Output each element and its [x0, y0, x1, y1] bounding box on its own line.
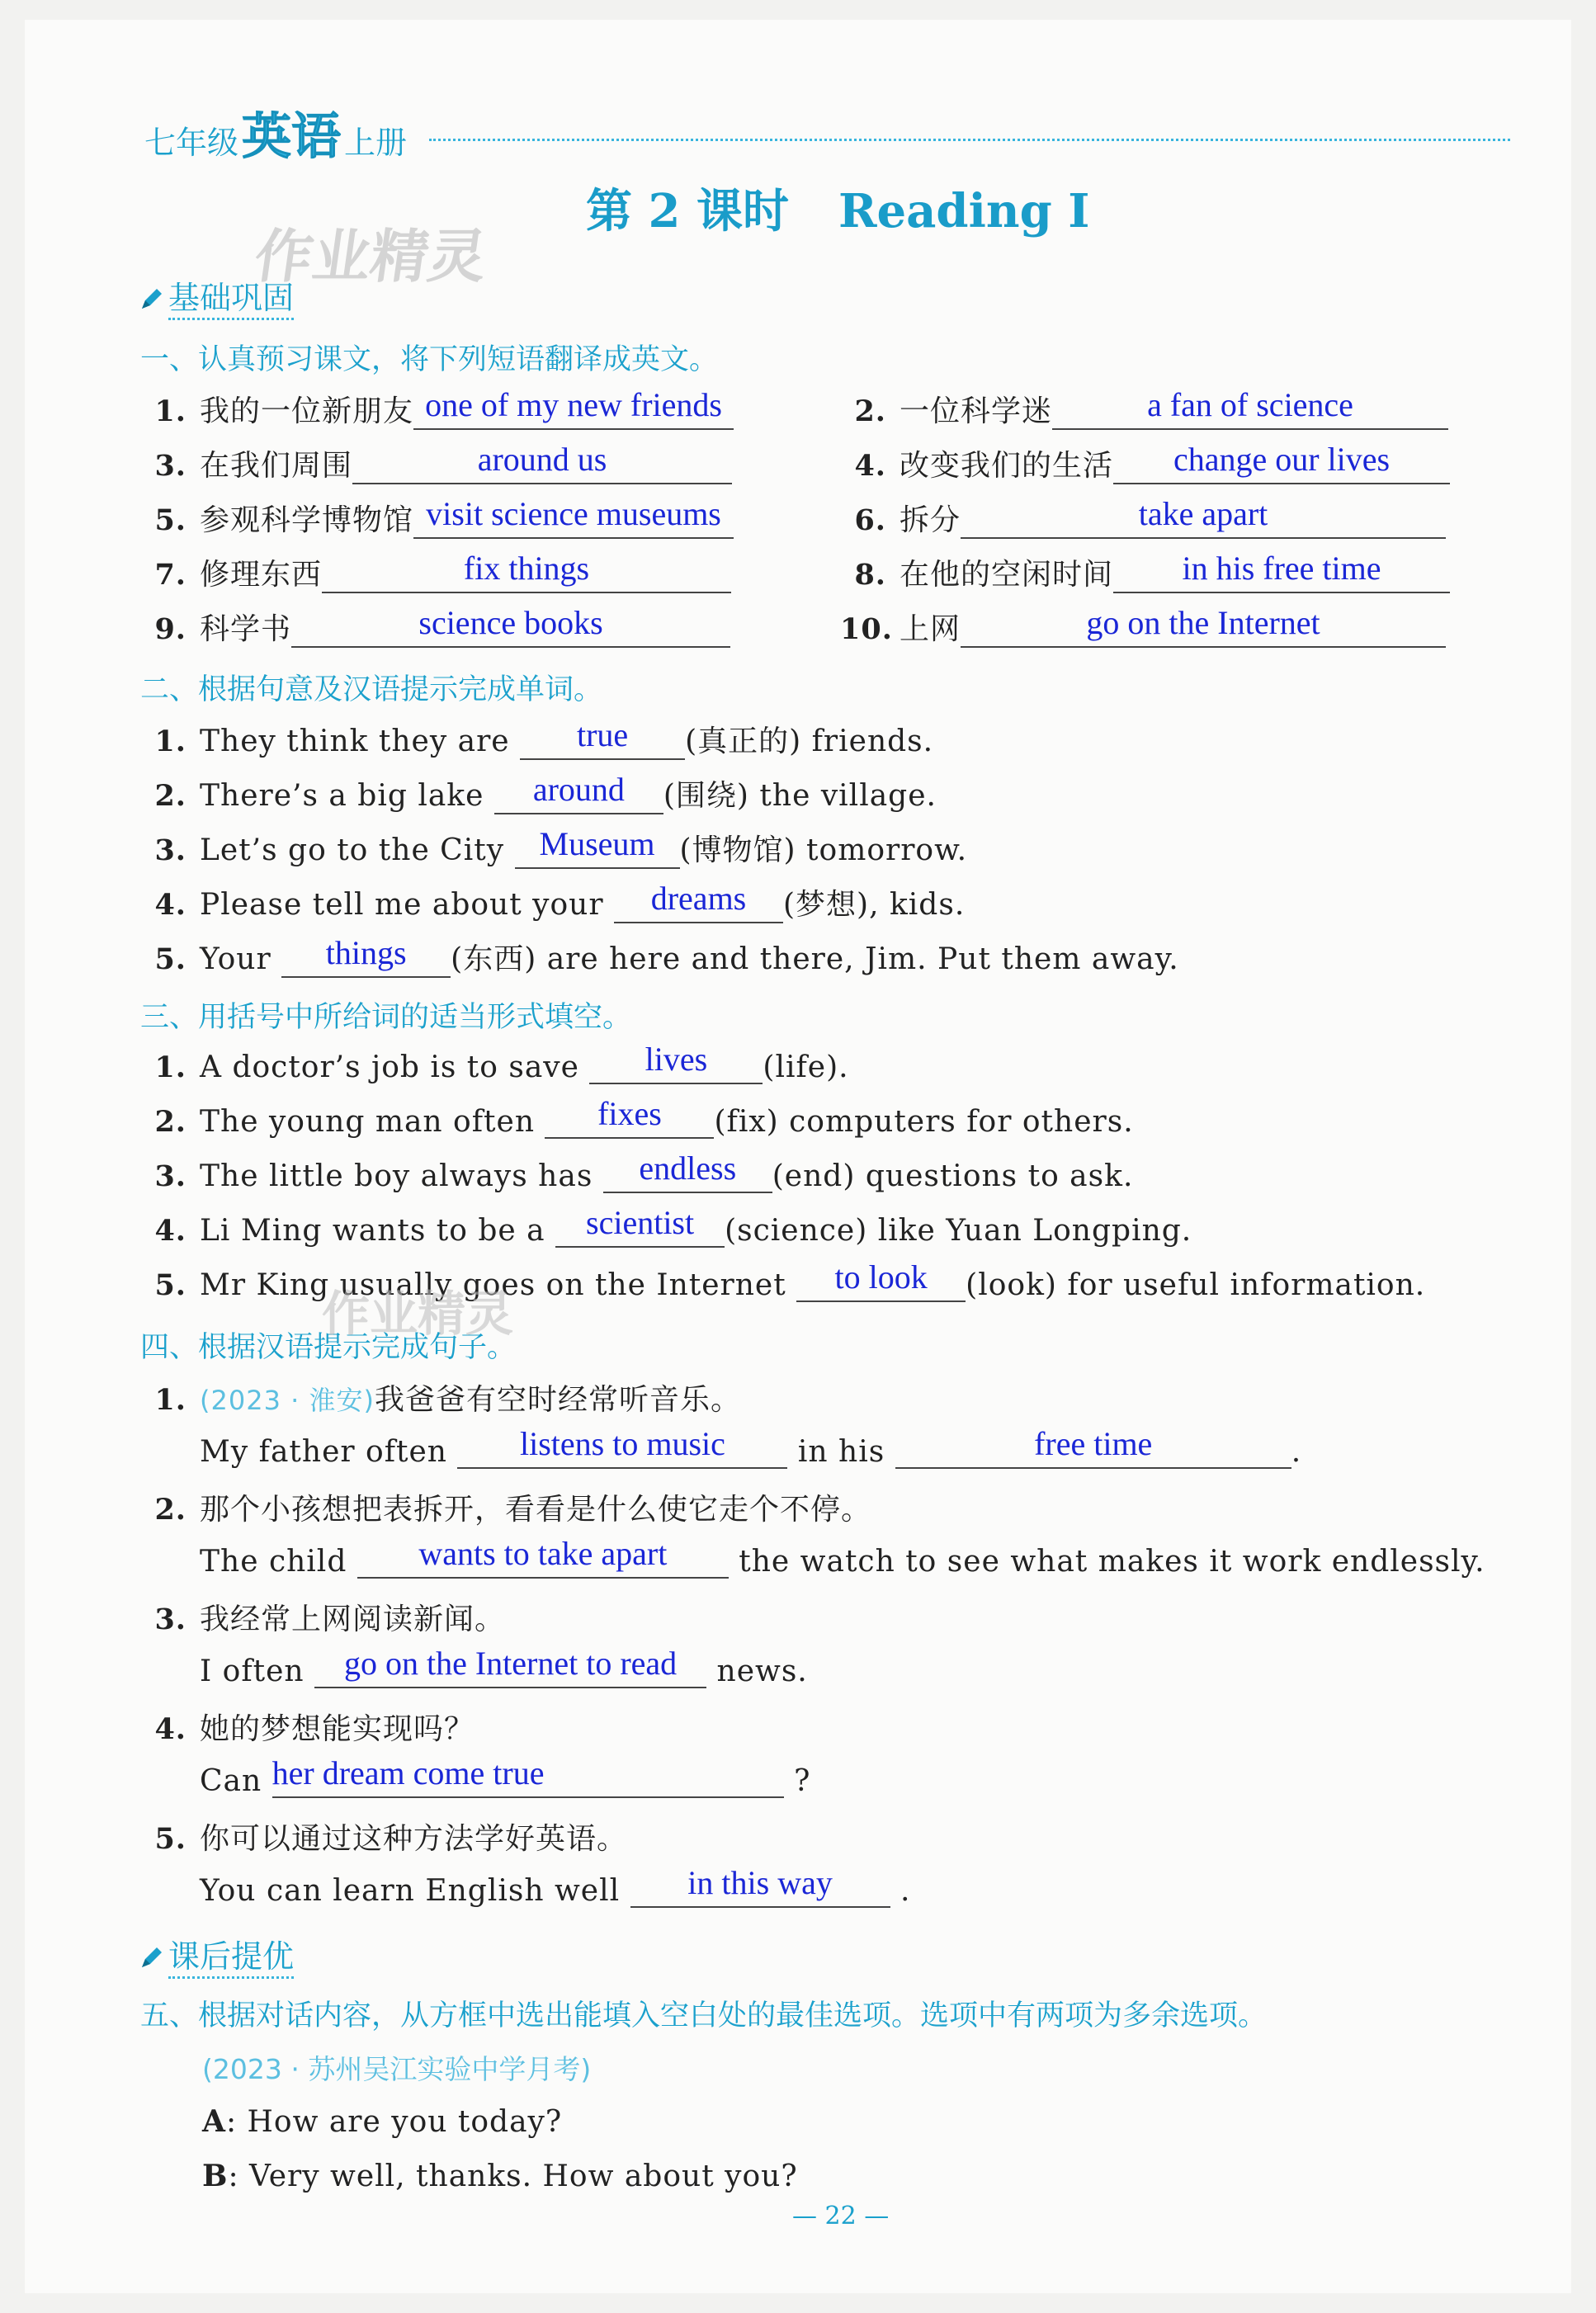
lesson-title [586, 175, 1089, 241]
answer-blank [314, 1645, 706, 1688]
watermark-2: 作业精灵 [322, 1286, 514, 1342]
sentence-end: (梦想), kids. [783, 888, 966, 922]
chinese-sentence: 你可以通过这种方法学好英语。 [200, 1822, 628, 1856]
answer-text: fixes [597, 1095, 662, 1132]
answer-blank [555, 1204, 725, 1248]
header-rule [429, 139, 1510, 141]
item-number: 2. [154, 1105, 187, 1139]
answer-blank [272, 1754, 784, 1798]
answer-text: go on the Internet to read [343, 1645, 678, 1682]
chinese-prompt: 改变我们的生活 [900, 449, 1114, 483]
translation-item [140, 551, 731, 593]
sentence-start: The little boy always has [200, 1159, 593, 1193]
sentence-start: You can learn English well [200, 1874, 621, 1908]
sentence-end: ? [794, 1764, 811, 1798]
sentence-prompt [140, 1596, 505, 1638]
chinese-prompt: 在他的空闲时间 [900, 558, 1114, 592]
item-number: 1. [154, 725, 187, 758]
chinese-sentence: 我爸爸有空时经常听音乐。 [374, 1383, 741, 1417]
sentence-start: My father often [200, 1435, 447, 1469]
dialog-line: B: Very well, thanks. How about you? [202, 2159, 798, 2193]
sentence-end: . [900, 1874, 911, 1908]
answer-text: listens to music [520, 1425, 725, 1462]
item-number: 1. [154, 394, 187, 428]
translation-item [140, 442, 732, 484]
sentence-item [140, 1095, 1134, 1139]
answer-blank [413, 386, 734, 430]
chinese-prompt: 参观科学博物馆 [200, 503, 414, 537]
dialog-line: A: How are you today? [202, 2104, 563, 2139]
sentence-end: news. [716, 1655, 808, 1688]
item-number: 3. [154, 1603, 187, 1636]
answer-text: a fan of science [1147, 386, 1353, 423]
chinese-sentence: 我经常上网阅读新闻。 [200, 1603, 506, 1636]
answer-blank [589, 1041, 763, 1084]
subject-label: 英语 [242, 108, 342, 166]
item-number: 1. [154, 1050, 187, 1084]
pencil-icon [139, 287, 163, 312]
item-number: 2. [154, 1493, 187, 1527]
answer-text: scientist [586, 1204, 695, 1241]
lesson-number: 第 2 课时 [586, 184, 789, 238]
item-number: 6. [854, 503, 886, 537]
item-number: 7. [154, 558, 187, 592]
chinese-prompt: 科学书 [200, 612, 292, 646]
section-advanced [139, 1931, 294, 1976]
answer-blank [1113, 550, 1450, 593]
answer-text: take apart [1138, 495, 1268, 532]
item-number: 4. [154, 1214, 187, 1248]
item-number: 3. [154, 833, 187, 867]
sentence-start: Let’s go to the City [200, 833, 505, 867]
answer-blank [603, 1149, 772, 1193]
answer-text: in his free time [1182, 550, 1381, 587]
item-number: 4. [154, 1712, 187, 1746]
answer-text: in this way [687, 1864, 833, 1901]
item-number: 5. [154, 942, 187, 976]
answer-text: Museum [539, 825, 655, 862]
lesson-topic: Reading Ⅰ [838, 184, 1090, 238]
sentence-start: Your [200, 942, 272, 976]
answer-blank [961, 604, 1446, 648]
sentence-start: The child [200, 1545, 347, 1579]
answer-text: lives [645, 1041, 708, 1078]
translation-item [840, 442, 1450, 484]
sentence-end: (东西) are here and there, Jim. Put them away. [451, 942, 1179, 976]
page-number-value: 22 [824, 2202, 857, 2230]
translation-item [840, 497, 1446, 539]
answer-text: endless [639, 1149, 737, 1187]
item-number: 8. [854, 558, 886, 592]
sentence-end: (end) questions to ask. [772, 1159, 1134, 1193]
part3-instruction: 三、用括号中所给词的适当形式填空。 [140, 1001, 632, 1034]
sentence-end: (博物馆) tomorrow. [679, 833, 968, 867]
answer-blank [630, 1864, 890, 1908]
sentence-start: Mr King usually goes on the Internet [200, 1268, 786, 1302]
answer-text: science books [418, 604, 603, 641]
sentence-prompt [140, 1486, 871, 1528]
item-number: 4. [154, 888, 187, 922]
answer-blank [961, 495, 1446, 539]
english-sentence [200, 1754, 811, 1798]
translation-item [840, 388, 1448, 430]
translation-item [840, 606, 1446, 648]
translation-item [140, 606, 730, 648]
chinese-sentence: 她的梦想能实现吗？ [200, 1712, 475, 1746]
answer-blank [545, 1095, 714, 1139]
part5-instruction: 五、根据对话内容，从方框中选出能填入空白处的最佳选项。选项中有两项为多余选项。 [140, 1999, 1268, 2032]
sentence-start: Can [200, 1764, 262, 1798]
sentence-prompt [140, 1815, 627, 1857]
sentence-end: (真正的) friends. [685, 725, 934, 758]
sentence-middle: in his [797, 1435, 885, 1469]
sentence-prompt [140, 1376, 741, 1418]
chinese-prompt: 一位科学迷 [900, 394, 1053, 428]
sentence-prompt [140, 1706, 475, 1748]
part2-instruction: 二、根据句意及汉语提示完成单词。 [140, 673, 603, 706]
answer-blank [413, 495, 734, 539]
watermark: 作业精灵 [250, 223, 491, 290]
answer-text: true [576, 716, 629, 753]
answer-text: wants to take apart [418, 1535, 668, 1572]
sentence-start: There’s a big lake [200, 779, 484, 813]
item-number: 9. [154, 612, 187, 646]
answer-blank [291, 604, 730, 648]
sentence-end: the watch to see what makes it work endlessly. [739, 1545, 1485, 1579]
answer-blank [520, 716, 685, 760]
english-sentence [200, 1535, 1485, 1579]
section-title: 课后提优 [168, 1938, 294, 1979]
sentence-item [140, 718, 933, 760]
dialog-text: How are you today? [247, 2105, 563, 2139]
sentence-start: Li Ming wants to be a [200, 1214, 545, 1248]
item-number: 2. [854, 394, 886, 428]
answer-blank [1052, 386, 1448, 430]
sentence-start: A doctor’s job is to save [200, 1050, 579, 1084]
item-number: 1. [154, 1383, 187, 1417]
item-number: 3. [154, 449, 187, 483]
translation-item [840, 551, 1450, 593]
volume-label: 上册 [344, 125, 408, 161]
answer-text: free time [1034, 1425, 1153, 1462]
answer-blank [895, 1425, 1291, 1469]
chinese-prompt: 在我们周围 [200, 449, 353, 483]
answer-blank [1113, 441, 1450, 484]
english-sentence [200, 1645, 808, 1688]
sentence-item [140, 1041, 849, 1084]
section-title: 基础巩固 [168, 280, 294, 320]
answer-text: go on the Internet [1086, 604, 1320, 641]
dialog-text: Very well, thanks. How about you? [249, 2160, 798, 2193]
answer-blank [796, 1258, 966, 1302]
item-number: 2. [154, 779, 187, 813]
answer-text: one of my new friends [425, 386, 722, 423]
answer-text: change our lives [1173, 441, 1391, 478]
item-number: 5. [154, 1268, 187, 1302]
sentence-start: Please tell me about your [200, 888, 604, 922]
sentence-end: (围绕) the village. [663, 779, 937, 813]
part1-instruction: 一、认真预习课文，将下列短语翻译成英文。 [140, 343, 719, 376]
answer-blank [614, 880, 783, 923]
item-number: 3. [154, 1159, 187, 1193]
english-sentence [200, 1425, 1302, 1469]
grade-label: 七年级 [144, 125, 239, 161]
part4-instruction: 四、根据汉语提示完成句子。 [140, 1331, 517, 1364]
item-number: 4. [854, 449, 886, 483]
sentence-item [140, 772, 937, 814]
translation-item [140, 388, 734, 430]
sentence-item [140, 1149, 1134, 1193]
answer-text: around us [477, 441, 607, 478]
answer-blank [494, 771, 663, 814]
chinese-prompt: 我的一位新朋友 [200, 394, 414, 428]
answer-text: fix things [463, 550, 590, 587]
answer-text: her dream come true [272, 1754, 545, 1791]
pencil-icon [139, 1946, 163, 1971]
book-header [144, 97, 407, 168]
answer-blank [515, 825, 680, 869]
sentence-start: The young man often [200, 1105, 535, 1139]
answer-blank [281, 934, 451, 978]
source-tag: (2023 · 淮安) [200, 1385, 375, 1416]
answer-blank [357, 1535, 729, 1579]
answer-blank [322, 550, 731, 593]
section-basic [139, 272, 294, 318]
part5-source: (2023 · 苏州吴江实验中学月考) [202, 2053, 592, 2085]
chinese-prompt: 修理东西 [200, 558, 323, 592]
sentence-start: I often [200, 1655, 305, 1688]
speaker-label: B [202, 2159, 229, 2193]
sentence-item [140, 936, 1179, 978]
sentence-end: (science) like Yuan Longping. [725, 1214, 1192, 1248]
sentence-item [140, 827, 967, 869]
item-number: 10. [840, 612, 893, 646]
answer-blank [352, 441, 732, 484]
sentence-end: (life). [763, 1050, 849, 1084]
english-sentence [200, 1864, 911, 1908]
answer-blank [457, 1425, 787, 1469]
translation-item [140, 497, 734, 539]
page-number: — 22 — [792, 2202, 890, 2230]
sentence-start: They think they are [200, 725, 510, 758]
chinese-prompt: 拆分 [900, 503, 961, 537]
chinese-prompt: 上网 [900, 612, 961, 646]
item-number: 5. [154, 503, 187, 537]
speaker-label: A [202, 2104, 226, 2139]
sentence-end: (fix) computers for others. [714, 1105, 1134, 1139]
sentence-end: . [1291, 1435, 1302, 1469]
answer-text: things [325, 934, 407, 971]
sentence-end: (look) for useful information. [966, 1268, 1426, 1302]
answer-text: around [532, 771, 625, 808]
item-number: 5. [154, 1822, 187, 1856]
answer-text: visit science museums [426, 495, 721, 532]
sentence-item [140, 881, 965, 923]
answer-text: to look [834, 1258, 928, 1296]
chinese-sentence: 那个小孩想把表拆开，看看是什么使它走个不停。 [200, 1493, 872, 1527]
sentence-item [140, 1204, 1192, 1248]
answer-text: dreams [650, 880, 747, 917]
